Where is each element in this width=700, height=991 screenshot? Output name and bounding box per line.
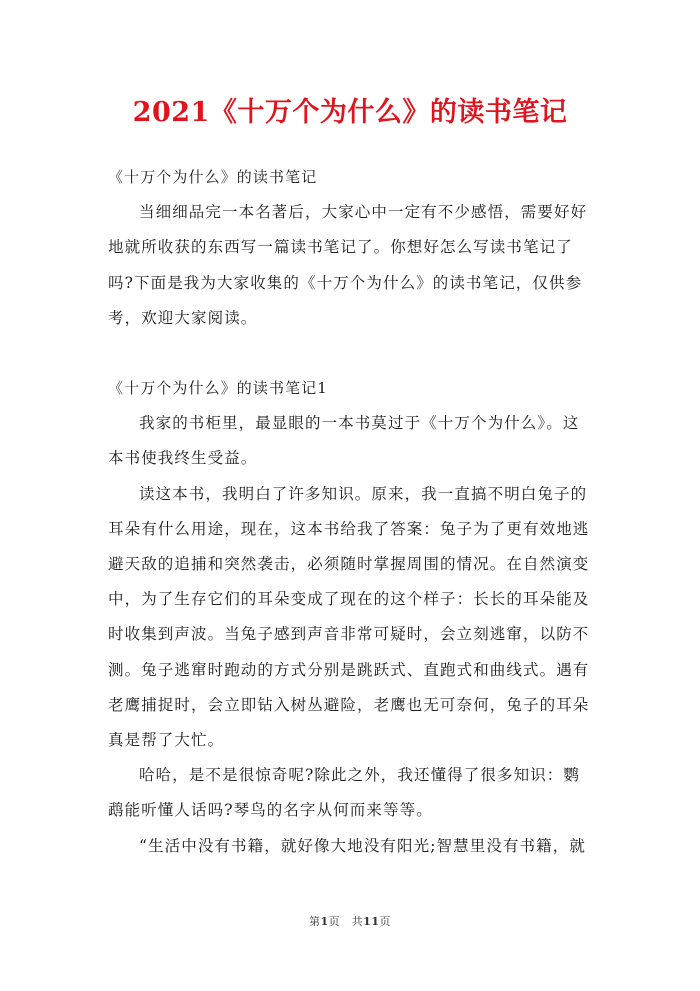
page-total-number: 11 [363, 915, 380, 928]
body-paragraph: “生活中没有书籍，就好像大地没有阳光;智慧里没有书籍，就 [139, 836, 586, 855]
page-current-number: 1 [320, 915, 329, 928]
document-body [108, 160, 592, 864]
page-label-prefix: 第 [309, 915, 321, 928]
body-paragraph: 我家的书柜里，最显眼的一本书莫过于《十万个为什么》。这本书使我终生受益。 [108, 414, 580, 468]
section-heading: 《十万个为什么》的读书笔记1 [108, 379, 328, 398]
page-label-mid: 页 共 [328, 915, 364, 928]
intro-heading: 《十万个为什么》的读书笔记 [108, 168, 318, 186]
section-spacer [108, 336, 592, 371]
document-title: 2021《十万个为什么》的读书笔记 [132, 97, 568, 128]
body-paragraph: 读这本书，我明白了许多知识。原来，我一直搞不明白兔子的耳朵有什么用途，现在，这本书给我了答案：兔子为了更有效地逃避天敌的追捕和突然袭击，必须随时掌握周围的情况。在自然演变中，为了生存它们的耳朵变成了现在的这个样子：长长的耳朵能及时收集到声波。当兔子感到声音非常可疑时，会立刻逃窜，以防不测。兔子逃窜时跑动的方式分别是跳跃式、直跑式和曲线式。遇有老鹰捕捉时，会立即钻入树丛避险，老鹰也无可奈何，兔子的耳朵真是帮了大忙。 [108, 484, 590, 750]
intro-paragraph: 当细细品完一本名著后，大家心中一定有不少感悟，需要好好地就所收获的东西写一篇读书笔记了。你想好怎么写读书笔记了吗?下面是我为大家收集的《十万个为什么》的读书笔记，仅供参考，欢迎大家阅读。 [108, 203, 588, 327]
page-footer [0, 913, 700, 929]
page-label-suffix: 页 [379, 915, 391, 928]
body-paragraph: 哈哈，是不是很惊奇呢?除此之外，我还懂得了很多知识：鹦鹉能听懂人话吗?琴鸟的名字从何而来等等。 [108, 766, 581, 820]
